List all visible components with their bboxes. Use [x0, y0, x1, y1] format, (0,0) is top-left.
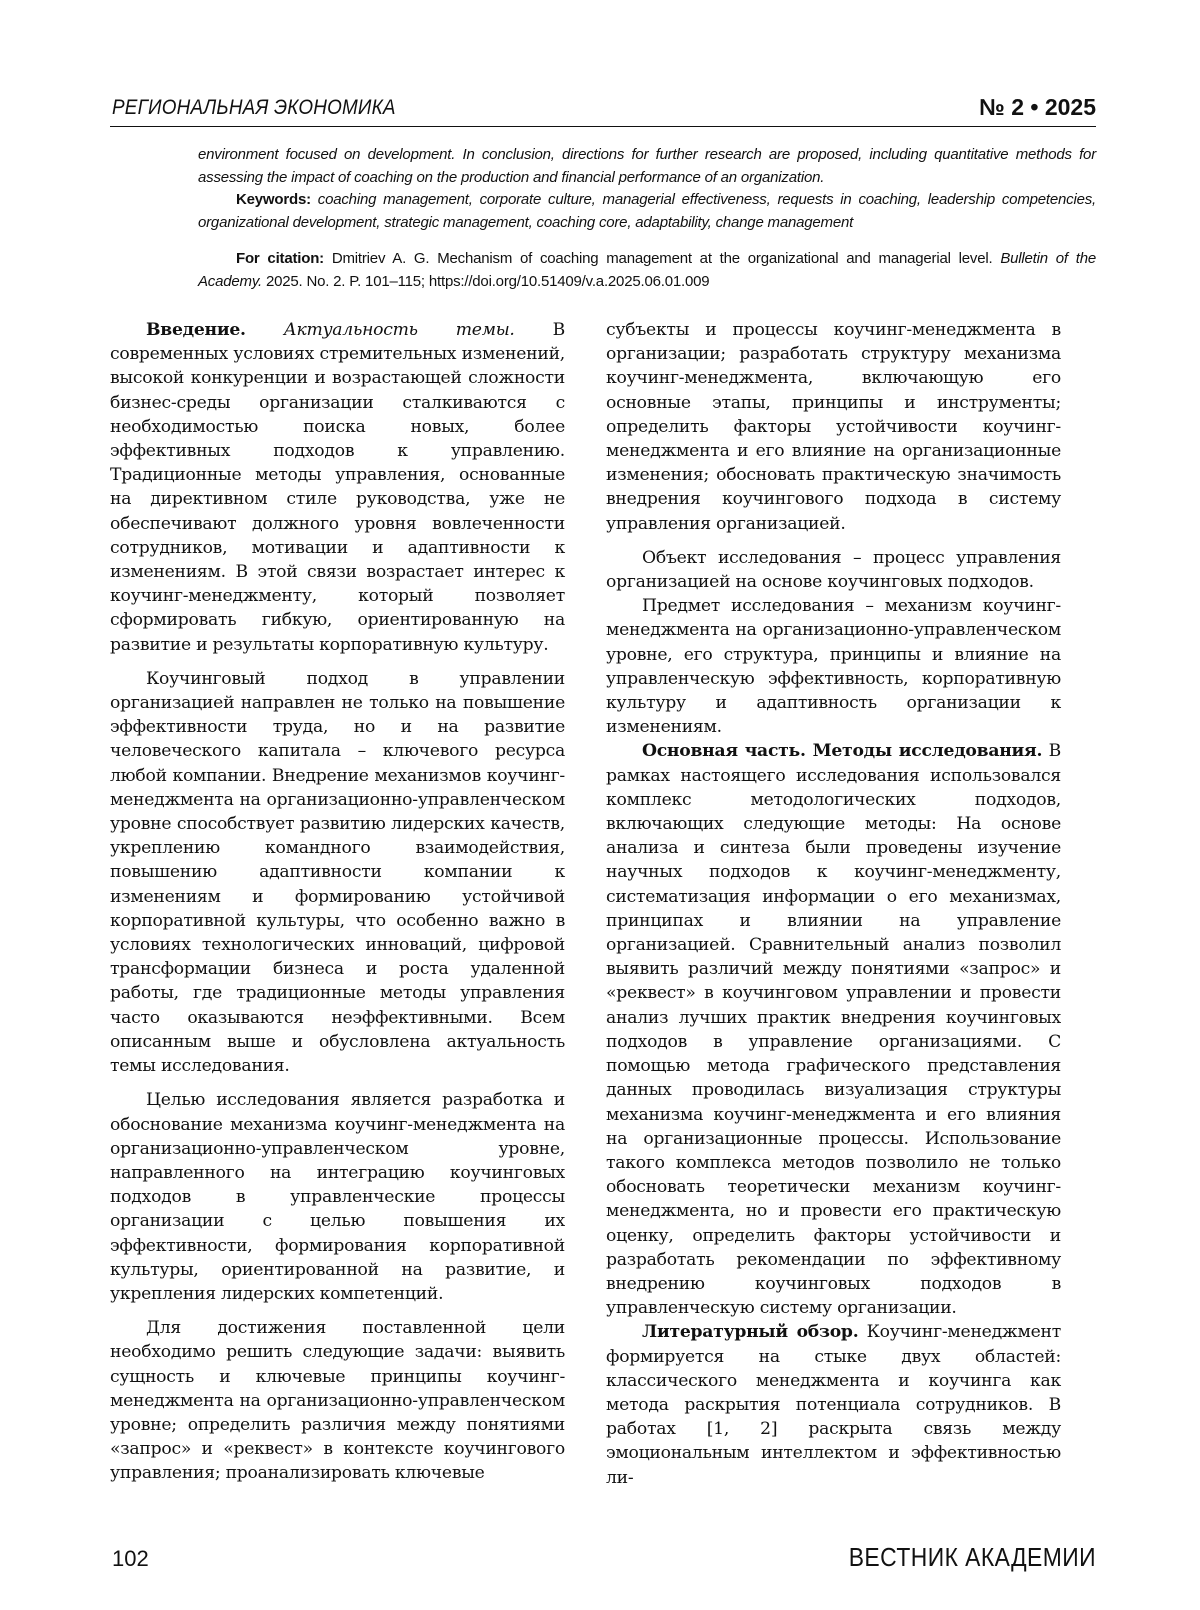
tasks-continuation: субъекты и процессы коучинг-менеджмента в организации; разработать структуру механизма коучинг-менеджмента, включающую его основные этапы, принципы и инструменты; определить факторы устойчивости коучинг-менеджмента и его влияние на организационные изменения; обосновать практическую значимость внедрения коучингового подхода в систему управления организацией.: [606, 320, 1061, 534]
page-number: 102: [112, 1546, 149, 1571]
keywords-text: coaching management, corporate culture, managerial effectiveness, requests in coaching, leadership competencies, organizational development, strategic management, coaching core, adaptability, change management: [198, 191, 1096, 231]
left-column: [110, 318, 565, 1486]
intro-subheading: Актуальность темы.: [283, 320, 515, 340]
citation-text: Dmitriev A. G. Mechanism of coaching management at the organizational and managerial level.: [331, 250, 993, 267]
review-heading: Литературный обзор.: [642, 1322, 859, 1343]
issue-number: № 2 • 2025: [979, 94, 1096, 120]
right-column: [606, 318, 1061, 1490]
running-header-section: РЕГИОНАЛЬНАЯ ЭКОНОМИКА: [112, 96, 396, 119]
methods-paragraph: [606, 739, 1061, 1320]
subject-paragraph: Предмет исследования – механизм коучинг-менеджмента на организационно-управленческом уровне, его структура, принципы и влияние на управленческую эффективность, корпоративную культуру и адаптивность организации к изменениям.: [606, 596, 1061, 738]
abstract-tail: environment focused on development. In conclusion, directions for further research are proposed, including quantitative methods for assessing the impact of coaching on the production and financial performance of an organization.: [198, 146, 1096, 186]
intro-paragraph: [110, 318, 565, 657]
keywords-label: Keywords:: [236, 191, 311, 208]
abstract-block: [198, 144, 1096, 234]
citation-block: [198, 248, 1096, 293]
review-text: Коучинг-менеджмент формируется на стыке двух областей: классического менеджмента и коучинга как метода раскрытия потенциала сотрудников. В работах [1, 2] раскрыта связь между эмоциональным интеллектом и эффективностью ли-: [606, 1322, 1061, 1488]
intro-heading: Введение.: [146, 320, 246, 340]
citation-details: 2025. No. 2. P. 101–115; https://doi.org/10.51409/v.a.2025.06.01.009: [265, 272, 710, 290]
review-paragraph: [606, 1320, 1061, 1489]
keywords-line: [198, 189, 1096, 234]
coaching-approach-paragraph: Коучинговый подход в управлении организацией направлен не только на повышение эффективности труда, но и на развитие человеческого капитала – ключевого ресурса любой компании. Внедрение механизмов коучинг-менеджмента на организационно-управленческом уровне способствует развитию лидерских качеств, укреплению командного взаимодействия, повышению адаптивности компании к изменениям и формированию устойчивой корпоративной культуры, что особенно важно в условиях технологических инноваций, цифровой трансформации бизнеса и роста удаленной работы, где традиционные методы управления часто оказываются неэффективными. Всем описанным выше и обусловлена актуальность темы исследования.: [110, 668, 565, 1077]
methods-heading: Основная часть. Методы исследования.: [642, 741, 1043, 762]
header-divider: [110, 126, 1096, 127]
footer-journal-name: ВЕСТНИК АКАДЕМИИ: [848, 1542, 1096, 1572]
goal-paragraph: Целью исследования является разработка и обоснование механизма коучинг-менеджмента на организационно-управленческом уровне, направленного на интеграцию коучинговых подходов в управленческие процессы организации с целью повышения их эффективности, формирования корпоративной культуры, ориентированной на развитие, и укрепления лидерских компетенций.: [110, 1090, 565, 1304]
citation-label: For citation:: [236, 250, 324, 267]
intro-text: В современных условиях стремительных изменений, высокой конкуренции и возрастающей сложности бизнес-среды организации сталкиваются с необходимостью поиска новых, более эффективных подходов к управлению. Традиционные методы управления, основанные на директивном стиле руководства, уже не обеспечивают должного уровня вовлеченности сотрудников, мотивации и адаптивности к изменениям. В этой связи возрастает интерес к коучинг-менеджменту, который позволяет сформировать гибкую, ориентированную на развитие и результаты корпоративную культуру.: [110, 320, 565, 655]
methods-text: В рамках настоящего исследования использовался комплекс методологических подходов, включающих следующие методы: На основе анализа и синтеза были проведены изучение научных подходов к коучинг-менеджменту, систематизация информации о его механизмах, принципах и влиянии на управление организацией. Сравнительный анализ позволил выявить различий между понятиями «запрос» и «реквест» в коучинговом управлении и провести анализ лучших практик внедрения коучинговых подходов в управление организациями. С помощью метода графического представления данных проводилась визуализация структуры механизма коучинг-менеджмента и его влияния на организационные процессы. Использование такого комплекса методов позволило не только обосновать теоретически механизм коучинг-менеджмента, но и провести его практическую оценку, определить факторы устойчивости и разработать рекомендации по эффективному внедрению коучинговых подходов в управленческую систему организации.: [606, 741, 1061, 1319]
tasks-paragraph: Для достижения поставленной цели необходимо решить следующие задачи: выявить сущность и ключевые принципы коучинг-менеджмента на организационно-управленческом уровне; определить различия между понятиями «запрос» и «реквест» в контексте коучингового управления; проанализировать ключевые: [110, 1318, 565, 1484]
citation-journal: Bulletin of the Academy.: [198, 250, 1097, 290]
object-paragraph: Объект исследования – процесс управления организацией на основе коучинговых подходов.: [606, 547, 1061, 593]
